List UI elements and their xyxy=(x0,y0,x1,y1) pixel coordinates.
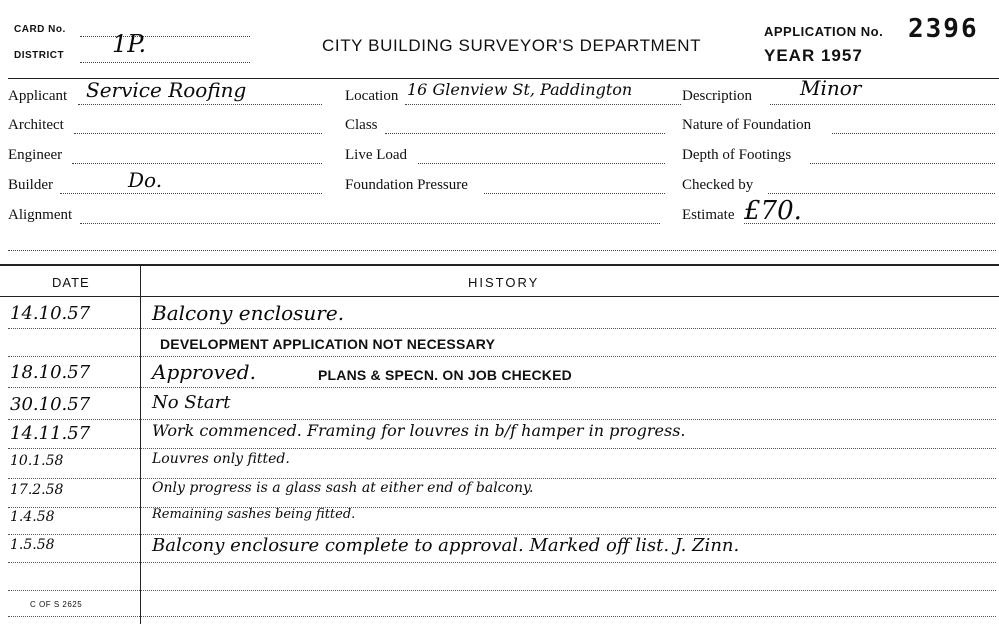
row-rule xyxy=(8,419,996,420)
row-date: 1.4.58 xyxy=(10,509,55,525)
alignment-label: Alignment xyxy=(8,207,73,223)
live-load-label: Live Load xyxy=(345,147,408,163)
row-history-text: Work commenced. Framing for louvres in b/f hamper in progress. xyxy=(152,421,686,440)
row-date: 14.11.57 xyxy=(10,423,91,444)
row-rule xyxy=(8,356,996,357)
location-value: 16 Glenview St, Paddington xyxy=(407,80,633,99)
builder-value: Do. xyxy=(128,168,163,192)
card-no-label: CARD No. xyxy=(14,24,66,35)
row-rule xyxy=(8,448,996,449)
row-history-text: Remaining sashes being fitted. xyxy=(152,507,356,522)
applicant-line xyxy=(78,104,322,105)
foundation-pressure-label: Foundation Pressure xyxy=(345,177,468,193)
district-label: DISTRICT xyxy=(14,50,65,61)
table-header-rule xyxy=(0,296,999,297)
depth-footings-label: Depth of Footings xyxy=(682,147,792,163)
checked-by-label: Checked by xyxy=(682,177,754,193)
row-date: 10.1.58 xyxy=(10,453,64,469)
class-label: Class xyxy=(345,117,378,133)
table-top-rule xyxy=(0,264,999,266)
row-stamp: PLANS & SPECN. ON JOB CHECKED xyxy=(318,367,572,383)
alignment-line xyxy=(80,223,660,224)
estimate-value: £70. xyxy=(744,196,802,226)
location-line xyxy=(405,104,681,105)
card-no-line xyxy=(80,36,250,37)
row-date: 18.10.57 xyxy=(10,362,91,383)
department-title: CITY BUILDING SURVEYOR'S DEPARTMENT xyxy=(322,36,702,55)
live-load-line xyxy=(418,163,665,164)
row-stamp: DEVELOPMENT APPLICATION NOT NECESSARY xyxy=(160,336,496,352)
application-number: 2396 xyxy=(908,14,979,44)
class-line xyxy=(385,133,665,134)
date-header: DATE xyxy=(52,275,90,290)
row-history-text: Only progress is a glass sash at either end of balcony. xyxy=(152,480,534,496)
engineer-line xyxy=(72,163,322,164)
architect-line xyxy=(74,133,322,134)
description-line xyxy=(770,104,995,105)
year-label: YEAR 1957 xyxy=(764,46,863,65)
row-rule xyxy=(8,590,996,591)
district-line xyxy=(80,62,250,63)
location-label: Location xyxy=(345,88,399,104)
row-history-text: Balcony enclosure complete to approval. Marked off list. J. Zinn. xyxy=(152,535,740,556)
applicant-label: Applicant xyxy=(8,88,68,104)
depth-footings-line xyxy=(810,163,995,164)
checked-by-line xyxy=(768,193,995,194)
date-column-divider xyxy=(140,265,141,624)
description-value: Minor xyxy=(800,76,862,100)
applicant-value: Service Roofing xyxy=(86,78,247,102)
estimate-label: Estimate xyxy=(682,207,735,223)
row-date: 30.10.57 xyxy=(10,394,91,415)
form-code: C OF S 2625 xyxy=(30,600,83,609)
row-date: 14.10.57 xyxy=(10,303,91,324)
row-rule xyxy=(8,478,996,479)
row-date: 1.5.58 xyxy=(10,537,55,553)
row-history-text: No Start xyxy=(152,392,231,413)
blank-line xyxy=(8,250,996,251)
description-label: Description xyxy=(682,88,752,104)
row-rule xyxy=(8,328,996,329)
row-history-text: Approved. xyxy=(152,360,256,384)
district-value: 1P. xyxy=(112,30,147,58)
row-rule xyxy=(8,562,996,563)
builder-line xyxy=(60,193,322,194)
nature-foundation-line xyxy=(832,133,995,134)
row-rule xyxy=(8,616,996,617)
foundation-pressure-line xyxy=(484,193,665,194)
history-header: HISTORY xyxy=(468,275,540,290)
nature-foundation-label: Nature of Foundation xyxy=(682,117,812,133)
application-label: APPLICATION No. xyxy=(764,24,884,39)
row-date: 17.2.58 xyxy=(10,482,64,498)
row-history-text: Louvres only fitted. xyxy=(152,451,290,467)
builder-label: Builder xyxy=(8,177,53,193)
row-rule xyxy=(8,387,996,388)
engineer-label: Engineer xyxy=(8,147,63,163)
architect-label: Architect xyxy=(8,117,64,133)
row-history-text: Balcony enclosure. xyxy=(152,301,345,325)
